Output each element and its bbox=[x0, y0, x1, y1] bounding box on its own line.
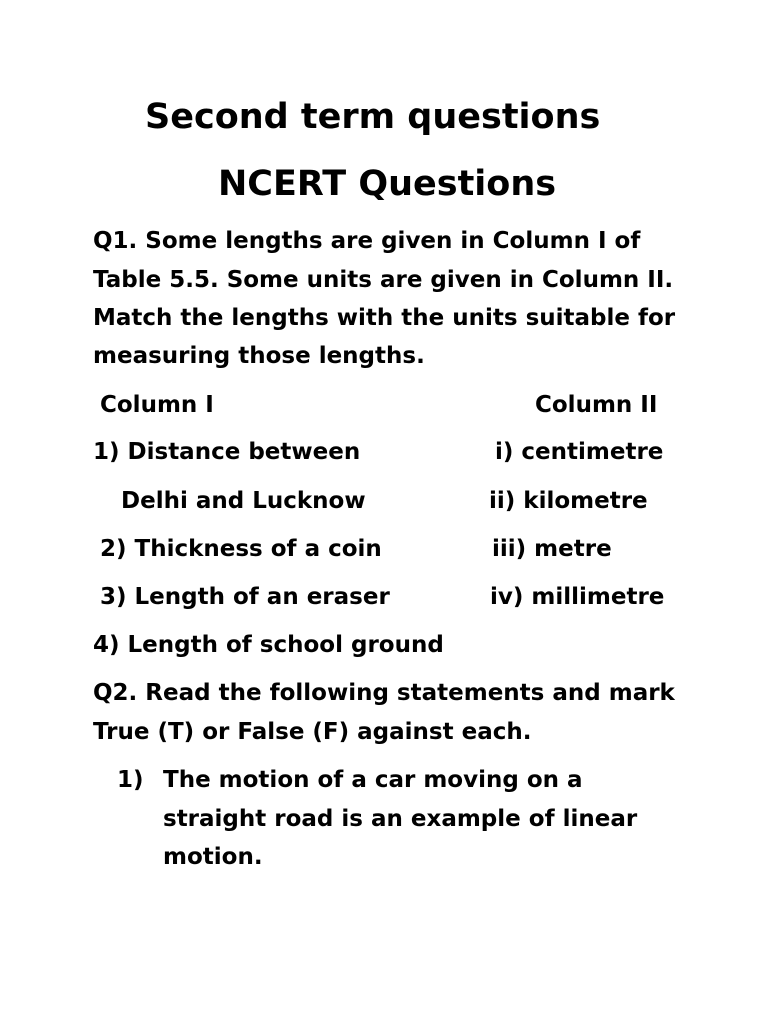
column-ii-item: iii) metre bbox=[492, 536, 612, 562]
column-i-item: Delhi and Lucknow bbox=[121, 488, 366, 514]
column-ii-item: i) centimetre bbox=[495, 439, 664, 465]
page-title: Second term questions bbox=[145, 97, 601, 137]
statement-text-line: The motion of a car moving on a bbox=[163, 767, 583, 793]
column-i-item: 3) Length of an eraser bbox=[100, 584, 390, 610]
question-1-text-line: Q1. Some lengths are given in Column I of bbox=[93, 228, 641, 254]
question-2-text-line: True (T) or False (F) against each. bbox=[93, 719, 532, 745]
column-i-header: Column I bbox=[100, 392, 214, 418]
column-ii-header: Column II bbox=[535, 392, 658, 418]
statement-number: 1) bbox=[117, 767, 144, 793]
question-1-text-line: Match the lengths with the units suitable for bbox=[93, 305, 676, 331]
question-2-text-line: Q2. Read the following statements and mark bbox=[93, 680, 675, 706]
column-i-item: 1) Distance between bbox=[93, 439, 361, 465]
question-1-text-line: Table 5.5. Some units are given in Column II. bbox=[93, 267, 674, 293]
statement-text-line: straight road is an example of linear bbox=[163, 806, 638, 832]
question-1-text-line: measuring those lengths. bbox=[93, 343, 425, 369]
column-i-item: 2) Thickness of a coin bbox=[100, 536, 382, 562]
statement-text-line: motion. bbox=[163, 844, 263, 870]
column-i-item: 4) Length of school ground bbox=[93, 632, 444, 658]
column-ii-item: ii) kilometre bbox=[489, 488, 648, 514]
page-subtitle: NCERT Questions bbox=[218, 164, 557, 204]
column-ii-item: iv) millimetre bbox=[490, 584, 665, 610]
